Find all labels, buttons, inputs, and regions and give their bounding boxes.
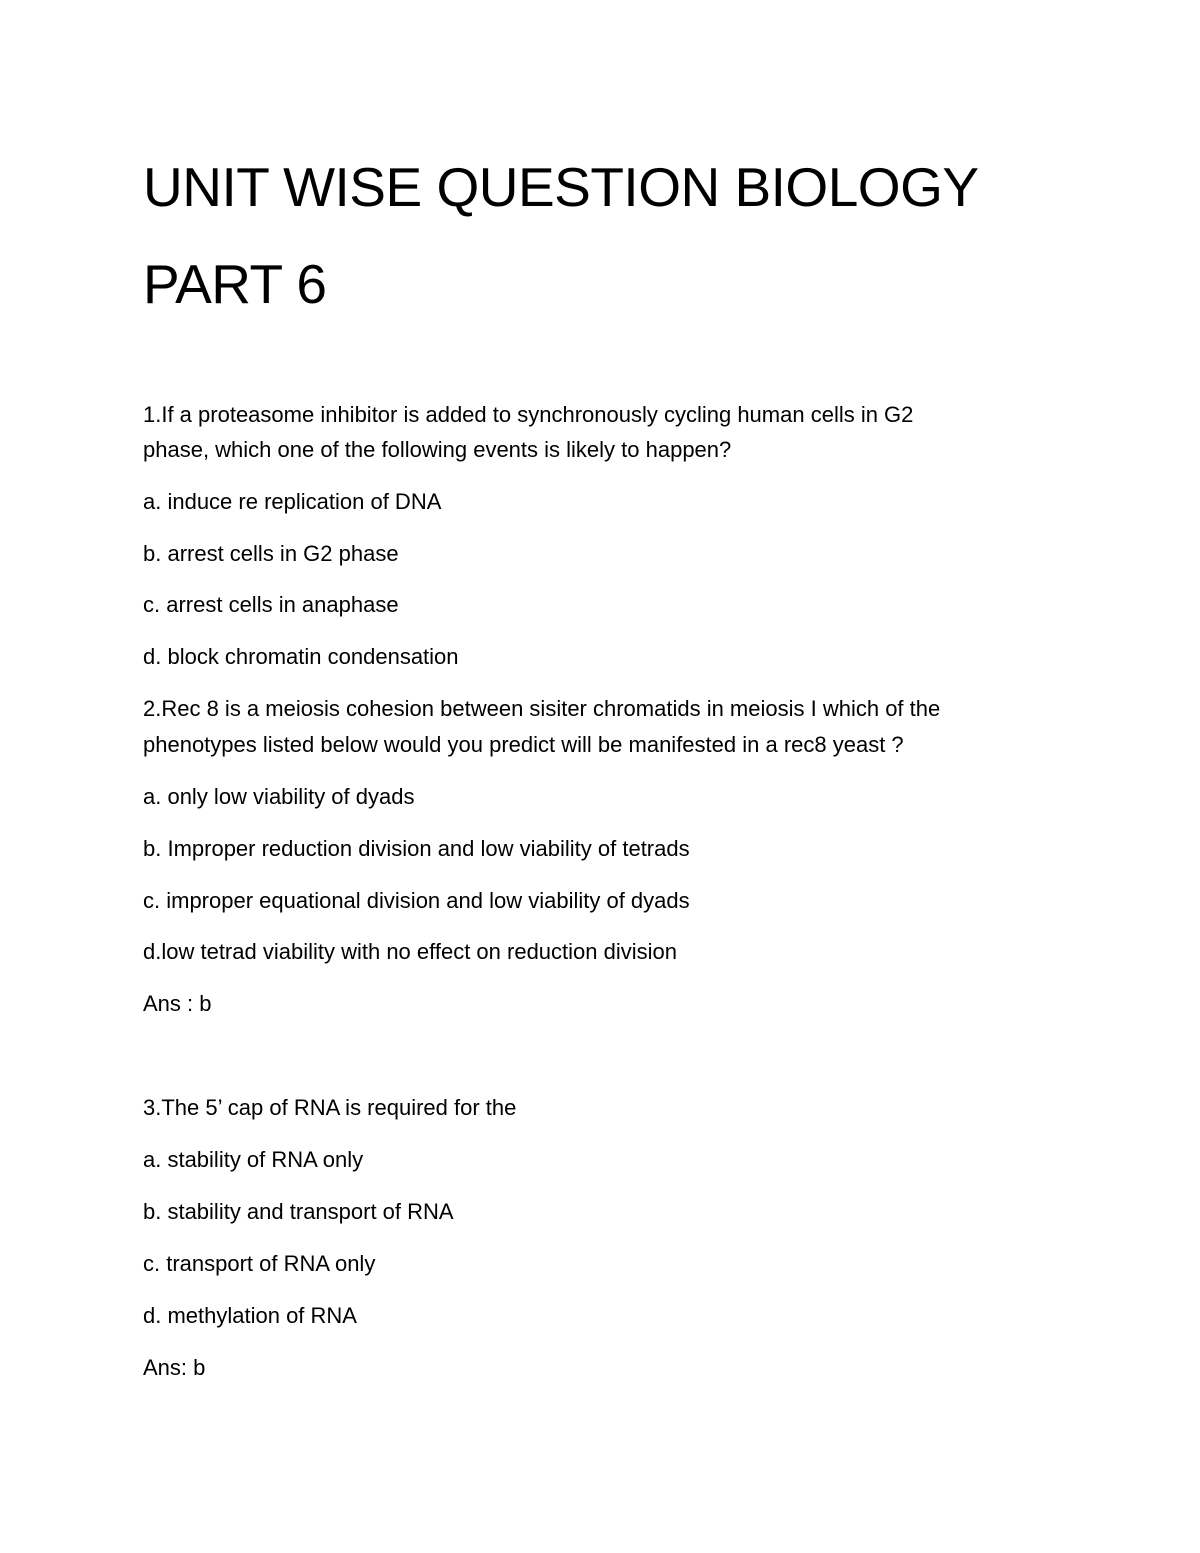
question-1-option-a: a. induce re replication of DNA	[143, 489, 442, 514]
question-3-option-b: b. stability and transport of RNA	[143, 1199, 454, 1224]
question-1-stem-line-1: 1.If a proteasome inhibitor is added to synchronously cycling human cells in G2	[143, 402, 914, 427]
question-2-option-d: d.low tetrad viability with no effect on reduction division	[143, 939, 677, 964]
question-2-option-a: a. only low viability of dyads	[143, 784, 415, 809]
question-1-option-c: c. arrest cells in anaphase	[143, 592, 399, 617]
question-2-option-c: c. improper equational division and low viability of dyads	[143, 888, 690, 913]
question-3-option-a: a. stability of RNA only	[143, 1147, 364, 1172]
question-1-option-b: b. arrest cells in G2 phase	[143, 541, 399, 566]
document-title-line-1: UNIT WISE QUESTION BIOLOGY	[143, 156, 979, 218]
question-3-option-c: c. transport of RNA only	[143, 1251, 376, 1276]
question-2-answer: Ans : b	[143, 991, 212, 1016]
question-2-stem-line-2: phenotypes listed below would you predict will be manifested in a rec8 yeast ?	[143, 732, 904, 757]
question-3-answer: Ans: b	[143, 1355, 206, 1380]
question-2-stem-line-1: 2.Rec 8 is a meiosis cohesion between sisiter chromatids in meiosis I which of the	[143, 696, 941, 721]
question-3-stem: 3.The 5’ cap of RNA is required for the	[143, 1095, 517, 1120]
question-3-option-d: d. methylation of RNA	[143, 1303, 357, 1328]
question-2-option-b: b. Improper reduction division and low viability of tetrads	[143, 836, 690, 861]
question-1-stem-line-2: phase, which one of the following events is likely to happen?	[143, 437, 732, 462]
question-1-option-d: d. block chromatin condensation	[143, 644, 459, 669]
document-title-line-2: PART 6	[143, 253, 327, 315]
